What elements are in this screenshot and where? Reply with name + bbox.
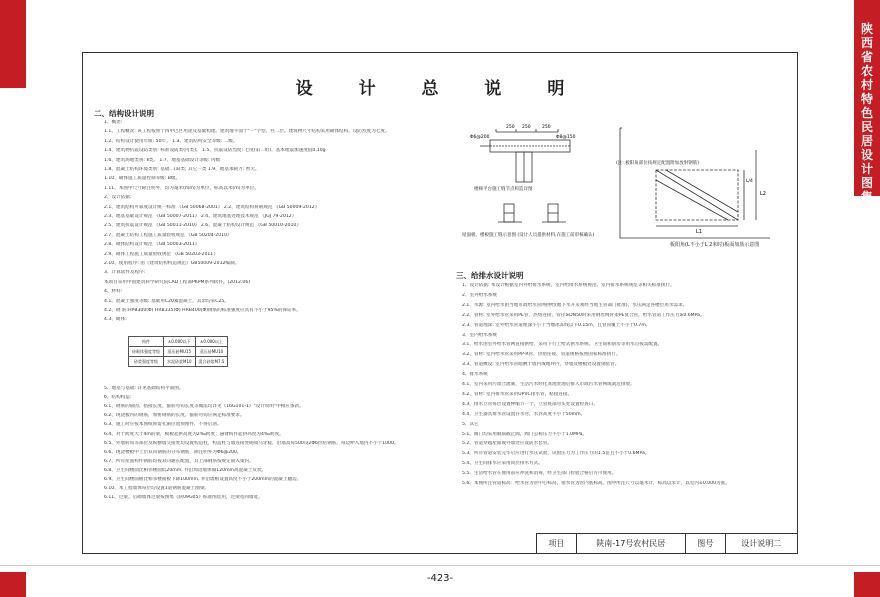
table-row (129, 357, 228, 367)
collection-title-char: 设 (860, 148, 873, 162)
note-line: 1.1、工程概况: 该工程按照于四甲巴区用途及基础构建。建筑地平面于"一"字型。共二层。建筑物尺寸结构采用砌体结构。设防烈度为七度。 (104, 129, 390, 135)
rebar-label-2: Φ8@150 (556, 135, 576, 140)
page-title: 设 计 总 说 明 (295, 79, 585, 99)
dim-l2: L2 (760, 191, 766, 197)
rebar-label-1: Φ6@200 (470, 135, 490, 140)
note-line: 3.3、管道敷设: 室内给水管暗敷于墙内或地坪内，穿墙及楼板处设置钢套管。 (462, 362, 620, 368)
note-line: 5.4、卫生间排水应采用同层排水方式。 (462, 461, 543, 467)
note-line: 3.2、管材: 室内给水管采用PP-R管，热熔连接，管道规格按照国家标准执行。 (462, 352, 621, 358)
note-line: 4、材料: (104, 289, 123, 295)
collection-title-char: 计 (860, 162, 873, 176)
collection-title-char: 色 (860, 106, 873, 120)
note-line: 6.2、现浇板内的钢筋，加密钢筋的长度。箍筋弯钩应满足标准要求。 (104, 413, 245, 419)
footer-rule (0, 565, 880, 566)
note-line: 2、设计依据: (104, 195, 132, 201)
collection-title-char: 特 (860, 92, 873, 106)
note-line: 1.10、砌体施工质量控制等级: B级。 (104, 176, 181, 182)
note-line: 1、设计依据: 本设计根据室内外给排水系统，室内给排水系统规范、室内排水系统规范等相关标准执行。 (462, 283, 675, 288)
table-cell: 砂浆强度等级 (129, 357, 164, 367)
note-line: 2.1、水源: 室内给水由当地市政给水管网供给(地下水开采须经当地主管部门批准)，水压满足各楼层用水需求。 (462, 302, 688, 308)
note-line: 1.8、混凝土结构环境类别: 基础二(a)类; 其它一类 1.9、地基承载力: 暂无。 (104, 167, 260, 172)
dim-top-2: 250 (522, 125, 531, 130)
title-block-project-label: 项目 (537, 534, 577, 553)
note-line: 2.1、建筑结构可靠度设计统一标准 《GB 50068-2001》 2.2、建筑结构荷载规范 《GB 50009-2012》 (104, 204, 320, 210)
masonry-table (128, 336, 228, 367)
figure-caption-1: 楼梯平台施工缝节点构造详图 (474, 187, 533, 192)
note-line: 6.7、所有屋面构件钢筋均按双向通长配置，其上部钢筋按规定锚入梁内。 (104, 458, 254, 464)
note-line: 5、其它 (462, 421, 479, 427)
table-row (129, 337, 228, 347)
note-line: 6.3、施工时应按本图纸预留孔洞位置预埋件，不得后凿。 (104, 422, 222, 428)
collection-title-char: 集 (860, 190, 873, 204)
note-line: 4.4、卫生器具排水管设置存水弯，水封高度不小于50mm。 (462, 411, 586, 417)
note-line: 5.3、所有管道安装完毕后应进行水压试验，试验压力为工作压力的1.5倍且不小于0.6MPa。 (462, 451, 650, 457)
note-line: 4.3、砌体: (104, 317, 127, 323)
note-line: 3、室内给水系统 (462, 332, 498, 338)
figure-caption-2: 屋面板、楼板施工缝示意图 (设计人员提供材料,在施工前审核确认) (462, 233, 595, 238)
dim-top-3: 250 (542, 125, 551, 130)
dim-l4: L/4 (746, 179, 753, 184)
note-line: 6.6、现浇楼板中上层双向钢筋的分布钢筋，除注明外为Φ6@200。 (104, 449, 242, 455)
collection-title-char: 居 (860, 134, 873, 148)
table-row (129, 347, 228, 357)
table-cell: ±0.000以上 (195, 337, 228, 347)
title-block (536, 533, 798, 554)
note-line: 6.4、对于跨度大于4m的梁，模板起拱高度为2‰跨度；悬臂构件起拱高度为4‰跨度。 (104, 431, 284, 437)
dim-top-1: 250 (506, 125, 515, 130)
note-line: 4.1、混凝土强度等级: 基础用C20素混凝土，其余均采C25。 (104, 298, 229, 304)
note-line: 1.11、本图中尺寸除注明外，均为毫米(mm)为单位，标高以米(m)为单位。 (104, 185, 259, 191)
note-line: 1.4、建筑物抗震设防类别: 标准设防类(丙类)。 1.5、抗震设防烈度: 七度(第二组)。基本地震加速度值0.10g (104, 148, 326, 154)
table-cell: 蒸压砖MU10 (195, 347, 228, 357)
title-block-drawing-no-label: 图号 (686, 534, 726, 553)
dim-l1: L1 (696, 229, 702, 235)
note-line: 2.3、管道埋深: 室外给水管道埋深不小于当地冰冻线以下0.15m，且管顶覆土不小于0.7m。 (462, 322, 651, 328)
figure-caption-3: 板阳角(L不小于L 2米时)板面加筋示意图 (670, 242, 760, 248)
collection-title-char: 图 (860, 176, 873, 190)
note-line: 2.10、使用程序: 由《建筑结构构造规范》GB50009-2012编制。 (104, 261, 240, 266)
title-block-drawing-no: 设计说明二 (741, 539, 782, 548)
note-line: 4.1、室内采用污废合流制，生活污水经化粪池处理后排入市政污水管网或就近排放。 (462, 382, 635, 387)
note-line: 2.9、砌体工程施工质量验收规范 《GB 50203-2011》 (104, 251, 218, 257)
note-line: 5.2、管道穿越屋面或外墙处应设防水套管。 (462, 441, 552, 447)
note-line: 2.5、建筑抗震设计规范 《GB 50011-2010》 2.6、混凝土结构设计规范 《GB 50010-2010》 (104, 223, 301, 229)
note-line: 6.10、本工程墙体每层均设置1道钢筋混凝土圈梁。 (104, 486, 210, 492)
note-line: 2.3、地基基础设计规范 《GB 50007-2011》 2.4、建筑地基处理技术规范 《JGJ 79-2012》 (104, 214, 297, 219)
table-cell: 蒸压砖MU15 (164, 347, 196, 357)
water-heading: 三、给排水设计说明 (456, 271, 524, 280)
note-line: 4、排水系统 (462, 372, 488, 378)
note-line: 2、室外给水系统 (462, 292, 498, 298)
note-line: 4.3、排水立管每层设置伸缩节一个，立管底部弯头处设置检查口。 (462, 401, 598, 407)
collection-title-char: 农 (860, 64, 873, 78)
note-line: 2.2、管材: 室外给水管采用PE管，热熔连接，管径≥DN50时采用钢丝网骨架PE复合管，给水管道工作压力≥0.6MPa。 (462, 312, 705, 318)
note-line: 6.9、卫生间楼面板比相邻楼面板下降100mm, 并沿墙根设置高度不小于200mm的混凝土翻边。 (104, 477, 302, 482)
note-line: 1、概述: (104, 120, 123, 125)
note-line: 3.1、给水由室外给水管网直接供给，采用下行上给式供水系统。卫生间和厨房等用水点按需配置。 (462, 342, 663, 348)
note-line: 6.1、钢筋的锚固、搭接长度、箍筋弯钩长度等做法均详见《16G101-1》"设计说明"中相应条款。 (104, 404, 304, 410)
note-line: 5.5、生活给水管在使用前应冲洗和消毒，经卫生部门检验合格后方可使用。 (462, 471, 617, 477)
table-cell: 混合砂浆M7.5 (195, 357, 228, 367)
collection-title-char: 村 (860, 78, 873, 92)
collection-title-char: 陕 (860, 22, 873, 36)
note-line: 6.8、卫生间楼面比相邻楼面低20mm, 并沿周边墙体做120mm高混凝土反坎。 (104, 467, 267, 473)
note-line: 2.8、砌体结构设计规范 《GB 50003-2011》 (104, 242, 200, 248)
note-line: 1.6、建筑场地类别: Ⅱ类。 1.7、地基基础设计等级: 丙级 (104, 157, 221, 163)
note-line: 6.11、过梁。后砌墙体过梁按图集《陕09G05》标准图选用，过梁宽同墙宽。 (104, 495, 263, 501)
structure-heading: 二、结构设计说明 (94, 109, 154, 118)
note-line: 4.2、管材: 室内排水管采用UPVC排水管，粘接连接。 (462, 391, 573, 397)
collection-title-char: 省 (860, 50, 873, 64)
note-line: 5.1、阀门均采用铜质截止阀，阀门公称压力不小于1.0MPa。 (462, 431, 588, 437)
note-line: 5、地基与基础: 详见基础结构平面图。 (104, 386, 184, 391)
note-line: 1.2、结构设计使用年限: 50年。 1.3、建筑结构安全等级: 二级。 (104, 138, 238, 144)
table-cell: 水泥砂浆M10 (164, 357, 196, 367)
note-line: 5.6、本图所注管道标高：给水管为管中心标高，排水管为管内底标高。图中所注尺寸以毫米计，标高以米计，以室内±0.000为准。 (462, 481, 730, 486)
collection-title-char: 西 (860, 36, 873, 50)
collection-title (854, 22, 880, 204)
note-line: 本项目采用中国建筑科学研究院CAD工程部PKPM系列软件。(2012.06) (104, 279, 251, 285)
note-line: 6.5、外墙转角等部位及纵横墙交接处均设置构造柱，构造柱与墙连接处砌成马牙槎，沿墙高每500设2Φ6拉结钢筋，每边伸入墙内不小于1000。 (104, 440, 399, 446)
note-line: 6、结构构造: (104, 395, 132, 401)
table-cell: 构件 (129, 337, 164, 347)
collection-title-char: 民 (860, 120, 873, 134)
title-block-project-name: 陕南-17号农村民居 (577, 534, 686, 553)
note-line: 3、计算软件及程序: (104, 270, 146, 276)
note-line: 2.7、混凝土结构工程施工质量验收规范 《GB 50204-2010》 (104, 232, 232, 238)
figure-note: (注: 板阳角部位按规定配置附加放射钢筋) (616, 161, 699, 166)
page-number: -423- (426, 573, 454, 584)
note-line: 4.2、钢 筋:HPB300(Φ) HRB335(Φ) HRB400(Φ)钢筋的标准强度应具有不小于95%的保证率。 (104, 308, 301, 313)
table-cell: ±0.000以下 (164, 337, 196, 347)
table-cell: 砖砌体强度等级 (129, 347, 164, 357)
